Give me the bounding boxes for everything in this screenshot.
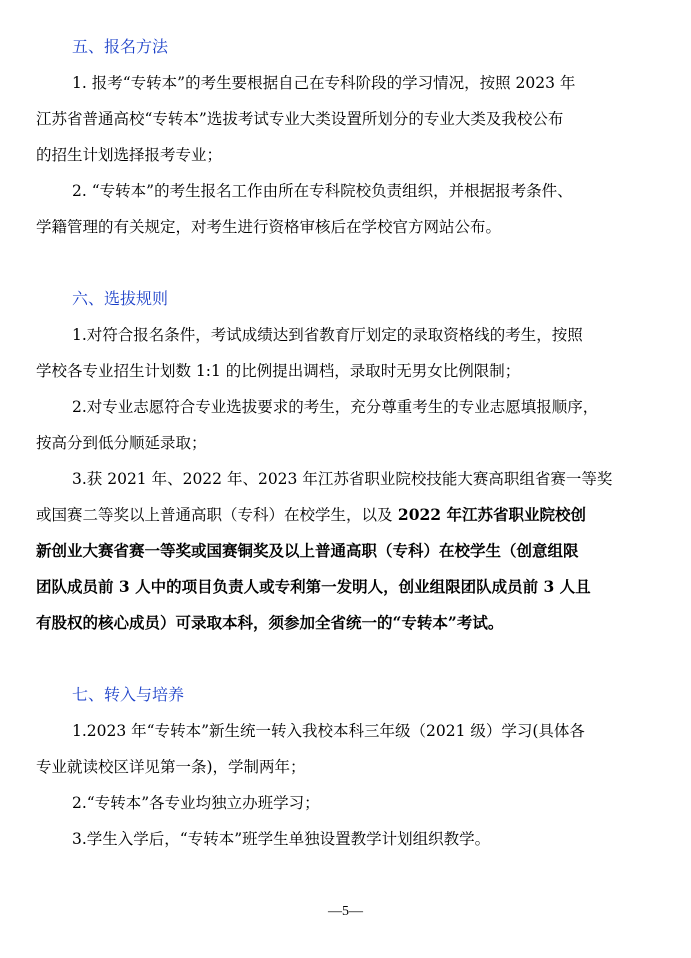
paragraph-line: 2.“专转本”各专业均独立办班学习；	[72, 794, 320, 812]
paragraph-line: 学籍管理的有关规定，对考生进行资格审核后在学校官方网站公布。	[36, 218, 502, 236]
paragraph-line-bold: 有股权的核心成员）可录取本科，须参加全省统一的“专转本”考试。	[36, 613, 504, 632]
paragraph-line: 专业就读校区详见第一条)，学制两年；	[36, 758, 306, 776]
section-heading-7: 七、转入与培养	[72, 685, 185, 704]
paragraph-line: 1.对符合报名条件，考试成绩达到省教育厅划定的录取资格线的考生，按照	[72, 326, 583, 344]
paragraph-line: 3.获 2021 年、2022 年、2023 年江苏省职业院校技能大赛高职组省赛一等奖	[72, 470, 613, 488]
paragraph-line: 江苏省普通高校“专转本”选拔考试专业大类设置所划分的专业大类及我校公布	[36, 110, 564, 128]
paragraph-line: 1.2023 年“专转本”新生统一转入我校本科三年级（2021 级）学习(具体各	[72, 722, 585, 740]
paragraph-line: 2.对专业志愿符合专业选拔要求的考生，充分尊重考生的专业志愿填报顺序，	[72, 398, 599, 416]
paragraph-line: 按高分到低分顺延录取；	[36, 434, 207, 452]
paragraph-line-bold: 团队成员前 3 人中的项目负责人或专利第一发明人，创业组限团队成员前 3 人且	[36, 577, 591, 596]
paragraph-line: 1. 报考“专转本”的考生要根据自己在专科阶段的学习情况，按照 2023 年	[72, 74, 576, 92]
paragraph-line: 2. “专转本”的考生报名工作由所在专科院校负责组织，并根据报考条件、	[72, 182, 573, 200]
paragraph-line-bold: 新创业大赛省赛一等奖或国赛铜奖及以上普通高职（专科）在校学生（创意组限	[36, 541, 579, 560]
paragraph-line: 学校各专业招生计划数 1:1 的比例提出调档，录取时无男女比例限制；	[36, 362, 521, 380]
bold-text: 2022 年江苏省职业院校创	[392, 505, 586, 524]
section-heading-6: 六、选拔规则	[72, 289, 169, 308]
page-number: —5—	[328, 904, 363, 919]
paragraph-line-mixed	[36, 504, 586, 526]
paragraph-line: 3.学生入学后，“专转本”班学生单独设置教学计划组织教学。	[72, 830, 491, 848]
normal-text: 或国赛二等奖以上普通高职（专科）在校学生，以及	[36, 506, 393, 524]
section-heading-5: 五、报名方法	[72, 37, 169, 56]
paragraph-line: 的招生计划选择报考专业；	[36, 146, 223, 164]
